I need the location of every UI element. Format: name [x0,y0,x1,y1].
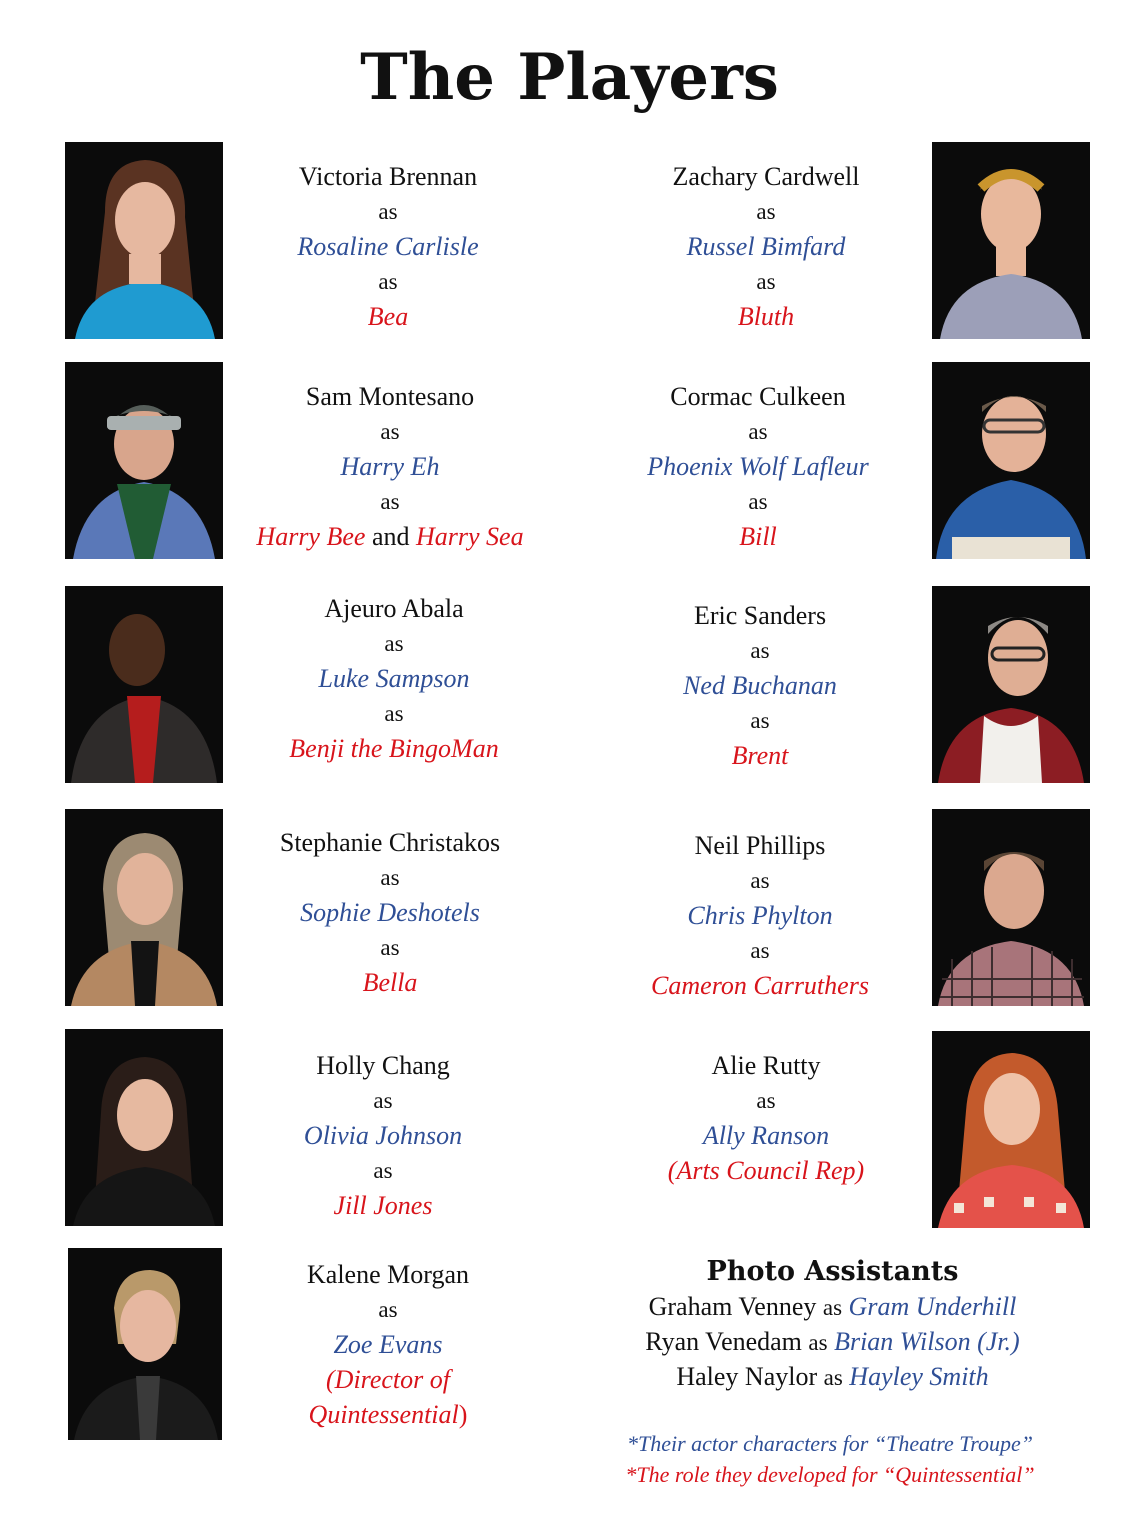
note-developed-roles: *The role they developed for “Quintessential” [625,1462,1035,1487]
actor-name: Holly Chang [316,1051,450,1080]
headshot-eric-sanders [932,586,1090,783]
role-name: Bella [362,968,418,997]
headshot-sam-montesano [65,362,223,559]
role-name-continued [248,1397,528,1432]
note-actor-characters: *Their actor characters for “Theatre Troupe” [626,1431,1033,1456]
as-label: as [378,199,398,224]
as-label: as [373,1088,393,1113]
role-part-2: Harry Sea [415,522,524,551]
headshot-neil-phillips [932,809,1090,1006]
actor-name: Cormac Culkeen [670,382,846,411]
player-sam-montesano [230,379,550,554]
assistant-character: Gram Underhill [848,1292,1017,1321]
as-label: as [384,631,404,656]
role-name: Bluth [737,302,795,331]
photo-assistants-heading: Photo Assistants [706,1256,959,1287]
player-zachary-cardwell [626,159,906,334]
legend-notes [570,1428,1090,1490]
headshot-photo-icon [932,362,1090,559]
actor-name: Kalene Morgan [307,1260,469,1289]
as-label: as [756,1088,776,1113]
as-label: as [380,419,400,444]
headshot-photo-icon [932,142,1090,339]
assistant-character: Hayley Smith [849,1362,989,1391]
role-name: Brent [731,741,789,770]
actor-name: Alie Rutty [711,1051,821,1080]
character-name: Sophie Deshotels [300,898,480,927]
headshot-photo-icon [68,1248,222,1440]
player-alie-rutty [626,1048,906,1188]
role-joiner: and [371,522,410,551]
player-ajeuro-abala [254,591,534,766]
role-name: Bea [367,302,409,331]
assistant-name: Ryan Venedam [645,1327,802,1356]
character-name: Chris Phylton [687,901,833,930]
role-name: Benji the BingoMan [289,734,499,763]
actor-name: Eric Sanders [693,601,827,630]
role-name: Bill [739,522,777,551]
character-name: Olivia Johnson [303,1121,463,1150]
character-name: Rosaline Carlisle [297,232,479,261]
headshot-zachary-cardwell [932,142,1090,339]
as-label: as [378,269,398,294]
role-name: (Arts Council Rep) [667,1156,865,1185]
as-label: as [748,419,768,444]
as-label: as [373,1158,393,1183]
role-name [230,519,550,554]
as-label: as [822,1295,843,1320]
headshot-photo-icon [65,362,223,559]
headshot-holly-chang [65,1029,223,1226]
as-label: as [748,489,768,514]
assistant-entry [590,1359,1075,1394]
assistant-entry [590,1289,1075,1324]
headshot-alie-rutty [932,1031,1090,1228]
assistant-name: Haley Naylor [676,1362,818,1391]
as-label: as [823,1365,843,1390]
actor-name: Victoria Brennan [298,162,478,191]
headshot-ajeuro-abala [65,586,223,783]
player-neil-phillips [620,828,900,1003]
as-label: as [750,868,770,893]
actor-name: Stephanie Christakos [279,828,501,857]
character-name: Phoenix Wolf Lafleur [647,452,869,481]
headshot-photo-icon [65,142,223,339]
role-name-part: Quintessential [308,1400,459,1429]
role-close-paren: ) [458,1400,468,1429]
character-name: Ally Ranson [702,1121,830,1150]
headshot-photo-icon [932,586,1090,783]
role-part-1: Harry Bee [256,522,366,551]
as-label: as [380,489,400,514]
assistant-entry [590,1324,1075,1359]
player-stephanie-christakos [240,825,540,1000]
actor-name: Zachary Cardwell [672,162,860,191]
character-name: Zoe Evans [333,1330,443,1359]
photo-assistants [590,1254,1075,1394]
headshot-photo-icon [65,586,223,783]
character-name: Luke Sampson [318,664,470,693]
as-label: as [756,199,776,224]
role-name: (Director of [326,1365,450,1394]
role-name: Jill Jones [333,1191,433,1220]
headshot-photo-icon [932,809,1090,1006]
headshot-photo-icon [932,1031,1090,1228]
player-holly-chang [243,1048,523,1223]
role-name: Cameron Carruthers [651,971,869,1000]
assistant-name: Graham Venney [648,1292,817,1321]
character-name: Ned Buchanan [683,671,837,700]
as-label: as [750,638,770,663]
assistant-character: Brian Wilson (Jr.) [834,1327,1020,1356]
headshot-stephanie-christakos [65,809,223,1006]
as-label: as [756,269,776,294]
as-label: as [384,701,404,726]
as-label: as [750,938,770,963]
actor-name: Sam Montesano [305,382,475,411]
headshot-photo-icon [65,1029,223,1226]
headshot-cormac-culkeen [932,362,1090,559]
player-victoria-brennan [248,159,528,334]
headshot-photo-icon [65,809,223,1006]
character-name: Harry Eh [340,452,440,481]
as-label: as [750,708,770,733]
headshot-victoria-brennan [65,142,223,339]
character-name: Russel Bimfard [686,232,846,261]
actor-name: Neil Phillips [694,831,826,860]
as-label: as [378,1297,398,1322]
player-kalene-morgan [248,1257,528,1432]
page-title: The Players [360,40,779,115]
as-label: as [808,1330,828,1355]
as-label: as [380,865,400,890]
as-label: as [380,935,400,960]
player-eric-sanders [620,598,900,773]
actor-name: Ajeuro Abala [324,594,464,623]
player-cormac-culkeen [608,379,908,554]
headshot-kalene-morgan [68,1248,222,1440]
